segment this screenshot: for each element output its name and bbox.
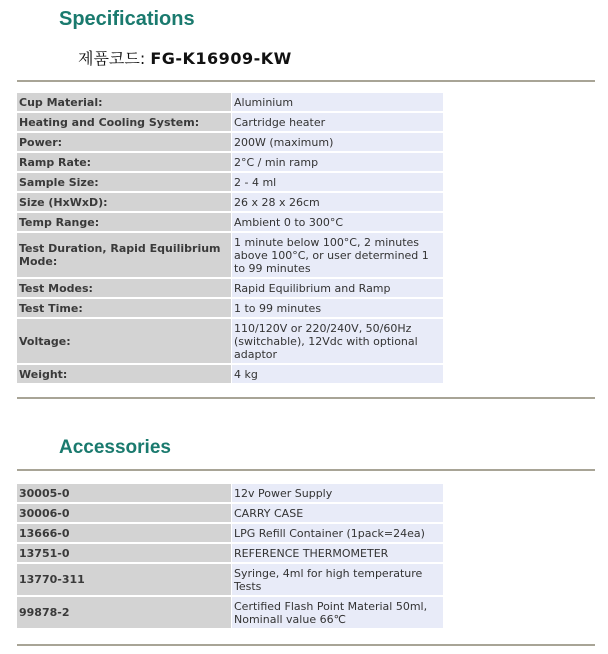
spec-value: Rapid Equilibrium and Ramp: [231, 279, 443, 299]
accessory-code: 30006-0: [17, 504, 231, 524]
spec-value: 2°C / min ramp: [231, 153, 443, 173]
spec-value: 200W (maximum): [231, 133, 443, 153]
spec-label: Weight:: [17, 365, 231, 385]
spec-value: 110/120V or 220/240V, 50/60Hz (switchable), 12Vdc with optional adaptor: [231, 319, 443, 365]
spec-label: Sample Size:: [17, 173, 231, 193]
table-row: [17, 213, 443, 233]
spec-label: Ramp Rate:: [17, 153, 231, 173]
spec-label: Test Time:: [17, 299, 231, 319]
spec-label: Test Duration, Rapid Equilibrium Mode:: [17, 233, 231, 279]
specifications-title: Specifications: [59, 8, 195, 30]
spec-label: Voltage:: [17, 319, 231, 365]
spec-label: Temp Range:: [17, 213, 231, 233]
table-row: [17, 504, 443, 524]
accessory-description: LPG Refill Container (1pack=24ea): [231, 524, 443, 544]
accessory-code: 99878-2: [17, 597, 231, 630]
spec-value: 2 - 4 ml: [231, 173, 443, 193]
accessory-description: REFERENCE THERMOMETER: [231, 544, 443, 564]
spec-label: Power:: [17, 133, 231, 153]
spec-value: 1 minute below 100°C, 2 minutes above 100°C, or user determined 1 to 99 minutes: [231, 233, 443, 279]
table-row: [17, 233, 443, 279]
product-code-label: 제품코드:: [78, 49, 146, 68]
table-row: [17, 597, 443, 630]
accessories-title: Accessories: [59, 437, 171, 458]
table-row: [17, 564, 443, 597]
spec-label: Cup Material:: [17, 93, 231, 113]
accessory-code: 30005-0: [17, 484, 231, 504]
table-row: [17, 484, 443, 504]
table-row: [17, 113, 443, 133]
table-row: [17, 299, 443, 319]
table-row: [17, 93, 443, 113]
spec-value: 4 kg: [231, 365, 443, 385]
accessory-description: CARRY CASE: [231, 504, 443, 524]
table-row: [17, 544, 443, 564]
table-row: [17, 133, 443, 153]
accessories-table: [17, 484, 443, 630]
divider: [17, 80, 595, 82]
table-row: [17, 319, 443, 365]
table-row: [17, 173, 443, 193]
specifications-table: [17, 93, 443, 385]
table-row: [17, 279, 443, 299]
spec-label: Size (HxWxD):: [17, 193, 231, 213]
product-code-value: FG-K16909-KW: [150, 49, 292, 68]
spec-label: Heating and Cooling System:: [17, 113, 231, 133]
table-row: [17, 193, 443, 213]
accessory-code: 13666-0: [17, 524, 231, 544]
spec-value: Aluminium: [231, 93, 443, 113]
divider: [17, 469, 595, 471]
table-row: [17, 153, 443, 173]
table-row: [17, 524, 443, 544]
spec-label: Test Modes:: [17, 279, 231, 299]
spec-value: 26 x 28 x 26cm: [231, 193, 443, 213]
accessory-description: Syringe, 4ml for high temperature Tests: [231, 564, 443, 597]
divider: [17, 397, 595, 399]
product-code: [78, 46, 292, 69]
accessory-code: 13770-311: [17, 564, 231, 597]
accessory-description: 12v Power Supply: [231, 484, 443, 504]
accessory-description: Certified Flash Point Material 50ml, Nominall value 66℃: [231, 597, 443, 630]
spec-value: Cartridge heater: [231, 113, 443, 133]
accessory-code: 13751-0: [17, 544, 231, 564]
table-row: [17, 365, 443, 385]
divider: [17, 644, 595, 646]
spec-value: 1 to 99 minutes: [231, 299, 443, 319]
spec-value: Ambient 0 to 300°C: [231, 213, 443, 233]
